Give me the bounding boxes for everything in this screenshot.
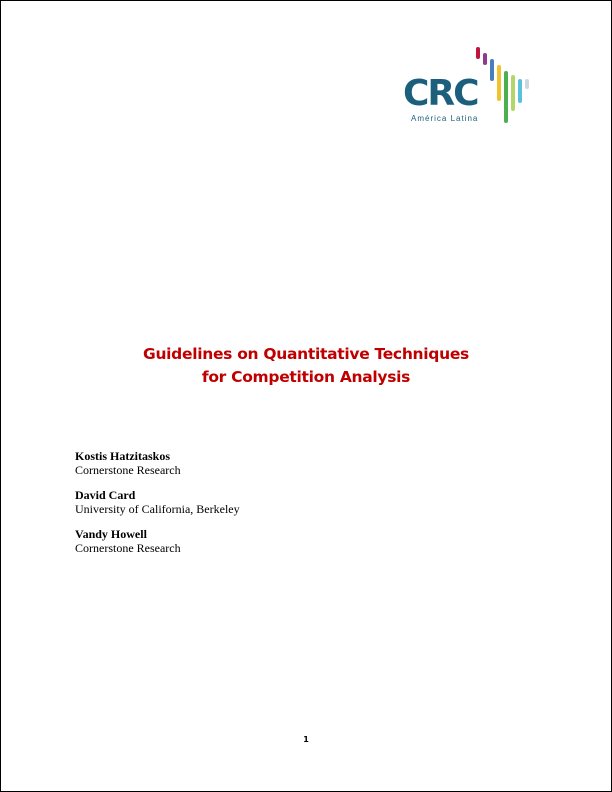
author-affiliation: Cornerstone Research: [75, 541, 181, 555]
logo-bar: [490, 59, 494, 81]
author-name: Kostis Hatzitaskos: [75, 449, 171, 463]
logo-bar: [525, 79, 529, 89]
author-name: David Card: [75, 488, 136, 502]
title-line-2: for Competition Analysis: [201, 368, 411, 386]
author-name: Vandy Howell: [75, 527, 147, 541]
author-block: [75, 449, 240, 477]
author-affiliation: University of California, Berkeley: [75, 502, 240, 516]
document-title: [1, 343, 611, 389]
page-number: 1: [303, 735, 309, 744]
logo-bar: [511, 75, 515, 111]
author-affiliation: Cornerstone Research: [75, 463, 181, 477]
author-block: [75, 527, 240, 555]
logo-bar: [518, 79, 522, 103]
author-list: [75, 449, 240, 566]
logo-wordmark: CRC: [403, 73, 478, 114]
logo-bar: [476, 47, 480, 59]
logo-bar: [504, 71, 508, 123]
logo-bar: [497, 65, 501, 101]
logo-subtitle: América Latina: [411, 114, 479, 123]
author-block: [75, 488, 240, 516]
logo-bar: [483, 53, 487, 65]
title-line-1: Guidelines on Quantitative Techniques: [143, 345, 469, 363]
crc-logo: [403, 45, 531, 127]
